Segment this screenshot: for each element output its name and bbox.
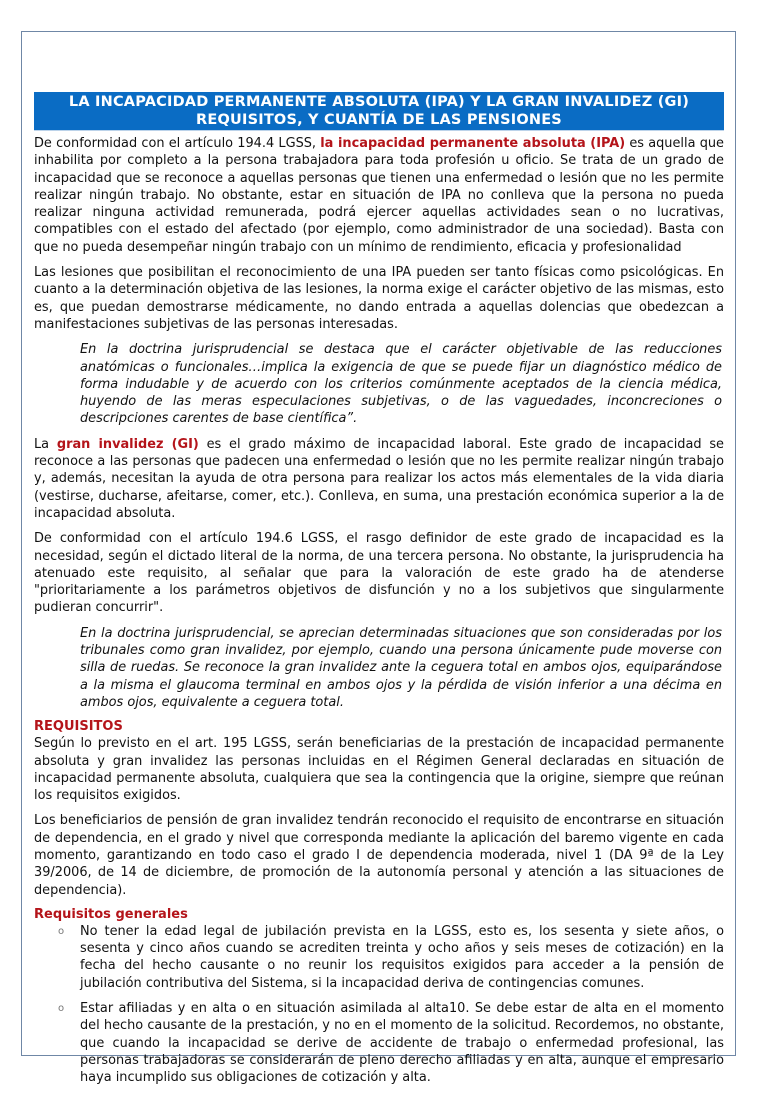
highlight-ipa: la incapacidad permanente absoluta (IPA) xyxy=(320,136,626,151)
paragraph-lesiones: Las lesiones que posibilitan el reconocimiento de una IPA pueden ser tanto físicas como psicológicas. En cuanto a la determinación objetiva de las lesiones, la norma exige el carácter objetivo de las mismas, esto es, que puedan demostrarse médicamente, no dando entrada a aquellas dolencias que obedezcan a manifestaciones subjetivas de las personas interesadas. xyxy=(34,265,724,332)
title-banner xyxy=(34,92,724,131)
title-line-2: REQUISITOS, Y CUANTÍA DE LAS PENSIONES xyxy=(196,112,562,128)
paragraph-gi-article: De conformidad con el artículo 194.6 LGSS, el rasgo definidor de este grado de incapacidad es la necesidad, según el dictado literal de la norma, de una tercera persona. No obstante, la jurisprudencia ha atenuado este requisito, al señalar que para la valoración de este grado ha de atenderse "prioritariamente a los parámetros objetivos de disfunción y no a los subjetivos que singularmente pudieran concurrir". xyxy=(34,531,724,616)
text: es el grado máximo de incapacidad laboral. Este grado de incapacidad se reconoce a las personas que padecen una enfermedad o lesión que no les permite realizar ningún trabajo y, además, necesitan la ayuda de otra persona para realizar los actos más elementales de la vida diaria (vestirse, ducharse, afeitarse, comer, etc.). Conlleva, en suma, una prestación económica superior a la de incapacidad absoluta. xyxy=(34,436,724,521)
bullet-circle-icon: o xyxy=(58,1003,65,1015)
list-item-text: No tener la edad legal de jubilación prevista en la LGSS, esto es, los sesenta y siete años, o sesenta y cinco años cuando se acrediten treinta y ocho años y seis meses de cotización) en la fecha del hecho causante o no reunir los requisitos exigidos para acceder a la pensión de jubilación contributiva del Sistema, si la incapacidad deriva de contingencias comunes. xyxy=(80,923,724,991)
title-line-1: LA INCAPACIDAD PERMANENTE ABSOLUTA (IPA) Y LA GRAN INVALIDEZ (GI) xyxy=(68,94,690,110)
paragraph-gi-definition xyxy=(34,436,724,522)
document-content xyxy=(34,92,724,1095)
paragraph-requisitos-1: Según lo previsto en el art. 195 LGSS, serán beneficiarias de la prestación de incapacidad permanente absoluta y gran invalidez las personas incluidas en el Régimen General declaradas en situación de incapacidad permanente absoluta, cualquiera que sea la contingencia que la origine, siempre que reúnan los requisitos exigidos. xyxy=(34,736,724,804)
highlight-gi: gran invalidez (GI) xyxy=(56,436,199,452)
requisitos-generales-list xyxy=(34,923,724,1087)
heading-requisitos: REQUISITOS xyxy=(34,719,123,735)
text: es aquella que inhabilita por completo a la persona trabajadora para toda profesión u oficio. Se trata de un grado de incapacidad que se reconoce a aquellas personas que tienen una enfermedad o lesión que no les permite realizar ningún trabajo. No obstante, estar en situación de IPA no conlleva que la persona no pueda realizar ninguna actividad remunerada, podrá ejercer aquellas actividades sean o no lucrativas, compatibles con el estado del afectado (por ejemplo, como administrador de una sociedad). Basta con que no pueda desempeñar ningún trabajo con un mínimo de rendimiento, eficacia y profesionalidad xyxy=(34,136,724,255)
paragraph-requisitos-2: Los beneficiarios de pensión de gran invalidez tendrán reconocido el requisito de encontrarse en situación de dependencia, en el grado y nivel que corresponda mediante la aplicación del baremo vigente en cada momento, garantizando en todo caso el grado I de dependencia moderada, nivel 1 (DA 9ª de la Ley 39/2006, de 14 de diciembre, de promoción de la autonomía personal y atención a las situaciones de dependencia). xyxy=(34,813,724,898)
bullet-circle-icon: o xyxy=(58,925,65,937)
list-item xyxy=(34,1000,724,1086)
paragraph-ipa-definition xyxy=(34,135,724,256)
text: La xyxy=(34,436,57,452)
list-item-text: Estar afiliadas y en alta o en situación asimilada al alta10. Se debe estar de alta en el momento del hecho causante de la prestación, y no en el momento de la solicitud. Recordemos, no obstante, que cuando la incapacidad se derive de accidente de trabajo o enfermedad profesional, las personas trabajadoras se considerarán de pleno derecho afiliadas y en alta, aunque el empresario haya incumplido sus obligaciones de cotización y alta. xyxy=(80,1001,724,1086)
heading-requisitos-generales: Requisitos generales xyxy=(34,906,188,922)
list-item xyxy=(34,923,724,992)
quote-doctrina-gi: En la doctrina jurisprudencial, se aprecian determinadas situaciones que son consideradas por los tribunales como gran invalidez, por ejemplo, cuando una persona únicamente pude moverse con silla de ruedas. Se reconoce la gran invalidez ante la ceguera total en ambos ojos, equiparándose a la misma el glaucoma terminal en ambos ojos y la pérdida de visión inferior a una décima en ambos ojos, equivalente a ceguera total. xyxy=(80,625,722,710)
quote-doctrina-ipa: En la doctrina jurisprudencial se destaca que el carácter objetivable de las reducciones anatómicas o funcionales…implica la exigencia de que se puede fijar un diagnóstico médico de forma indudable y de acuerdo con los criterios comúnmente aceptados de la ciencia médica, huyendo de las meras especulaciones subjetivas, o de las vaguedades, inconcreciones o descripciones carentes de base científica”. xyxy=(80,342,722,427)
text: De conformidad con el artículo 194.4 LGSS, xyxy=(34,136,321,151)
